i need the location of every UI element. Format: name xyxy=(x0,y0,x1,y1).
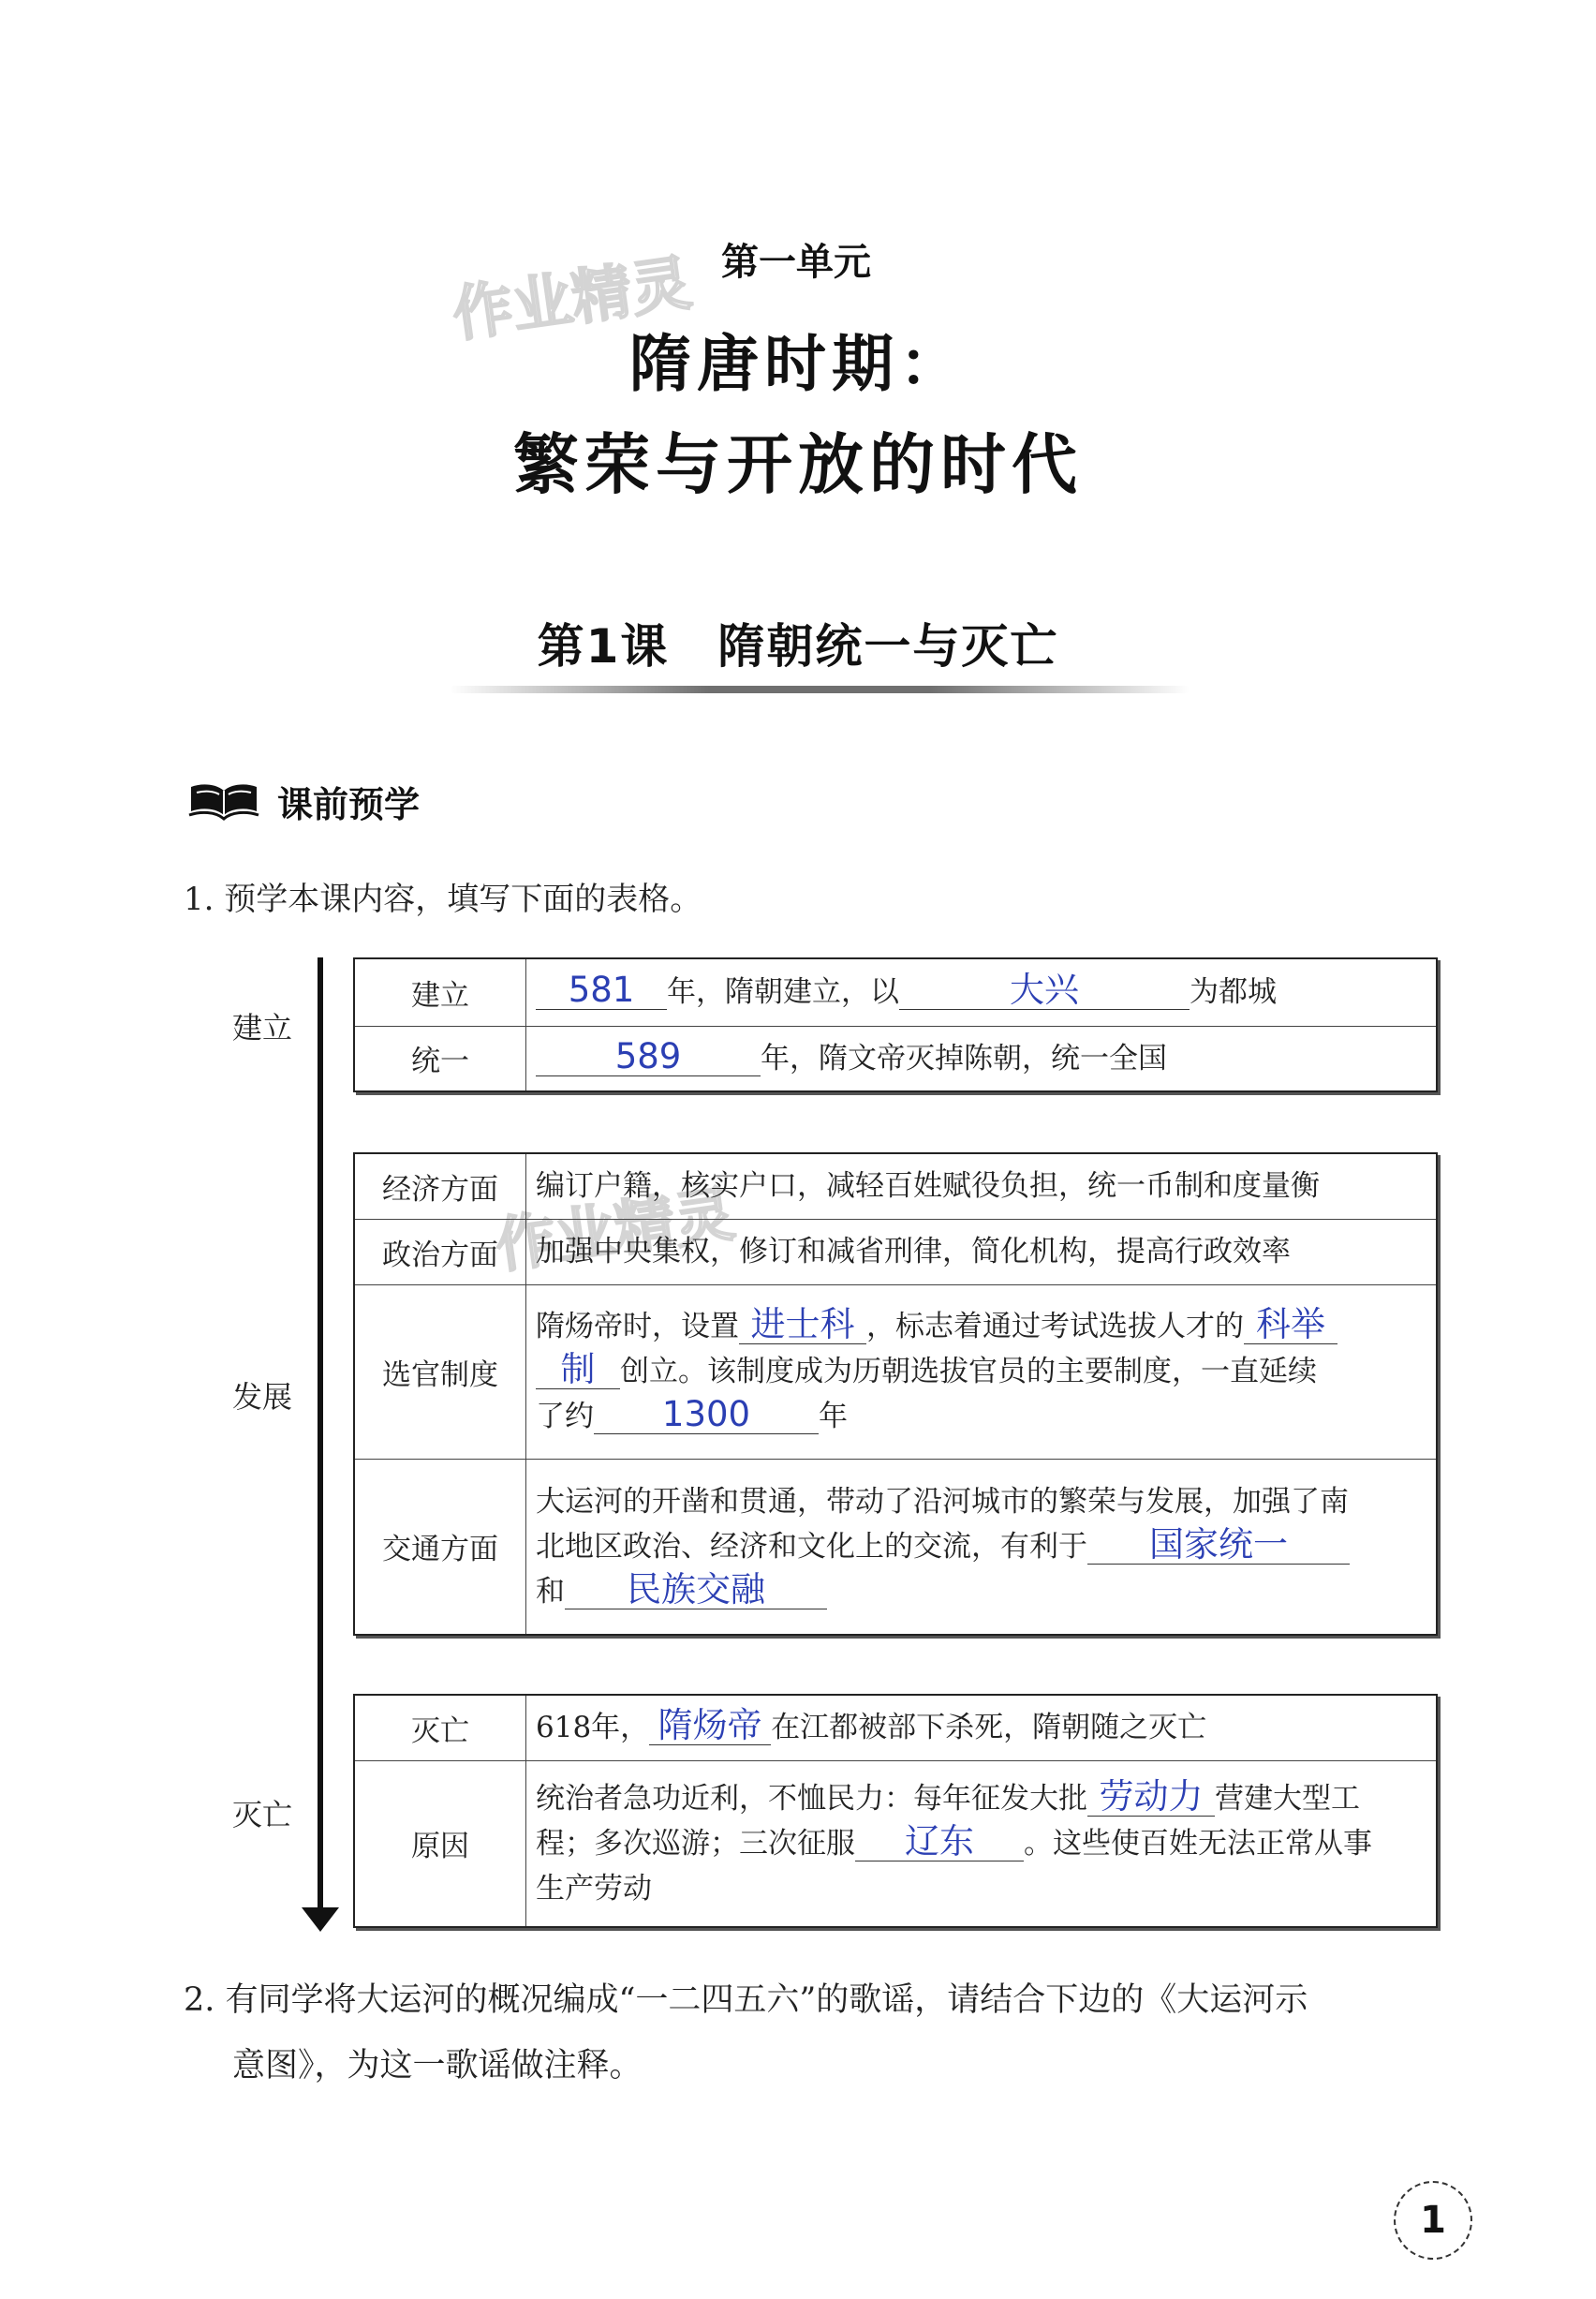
question-2 xyxy=(184,1967,1308,2099)
answer-field[interactable]: 589 xyxy=(536,1038,761,1076)
row-label: 政治方面 xyxy=(354,1219,526,1284)
table-row xyxy=(354,1284,1437,1459)
table-row xyxy=(354,1026,1437,1091)
row-content: 编订户籍，核实户口，减轻百姓赋役负担，统一币制和度量衡 xyxy=(526,1153,1438,1219)
phase-establish: 建立 xyxy=(232,1010,293,1046)
unit-title-line2: 繁荣与开放的时代 xyxy=(513,426,1083,503)
question-2-line2: 意图》，为这一歌谣做注释。 xyxy=(232,2047,643,2084)
fall-table xyxy=(353,1694,1438,1928)
phase-fall: 灭亡 xyxy=(232,1797,293,1832)
static-text: 隋炀帝时，设置 xyxy=(536,1310,739,1343)
static-text: 。这些使百姓无法正常从事 xyxy=(1024,1826,1372,1861)
static-text: 年，隋朝建立，以 xyxy=(667,975,899,1010)
static-text: 生产劳动 xyxy=(536,1871,652,1906)
timeline-line xyxy=(318,957,323,1913)
answer-field[interactable]: 辽东 xyxy=(855,1823,1024,1861)
table-row xyxy=(354,1459,1437,1635)
row-content xyxy=(526,1695,1438,1760)
row-content xyxy=(526,1284,1438,1459)
static-text: 年，隋文帝灭掉陈朝，统一全国 xyxy=(761,1041,1167,1075)
row-label: 统一 xyxy=(354,1026,526,1091)
table-row xyxy=(354,958,1437,1026)
row-label: 灭亡 xyxy=(354,1695,526,1760)
static-text: ，标志着通过考试选拔人才的 xyxy=(866,1310,1244,1343)
answer-field[interactable]: 国家统一 xyxy=(1087,1526,1350,1565)
row-content xyxy=(526,1459,1438,1635)
row-label: 选官制度 xyxy=(354,1284,526,1459)
answer-field[interactable]: 大兴 xyxy=(899,972,1190,1010)
table-row xyxy=(354,1695,1437,1760)
table-row xyxy=(354,1760,1437,1927)
answer-field[interactable]: 劳动力 xyxy=(1087,1778,1215,1817)
answer-field[interactable]: 隋炀帝 xyxy=(649,1707,771,1745)
watermark-top: 作业精灵 xyxy=(448,248,696,351)
static-text: 在江都被部下杀死，隋朝随之灭亡 xyxy=(771,1711,1207,1745)
table-row xyxy=(354,1153,1437,1219)
answer-field[interactable]: 民族交融 xyxy=(565,1571,827,1609)
book-stack-icon xyxy=(187,779,260,824)
static-text: 北地区政治、经济和文化上的交流，有利于 xyxy=(536,1529,1087,1564)
static-text: 和 xyxy=(536,1574,565,1609)
develop-table xyxy=(353,1152,1438,1636)
timeline-arrow-icon xyxy=(302,1907,339,1932)
static-text: 统治者急功近利，不恤民力：每年征发大批 xyxy=(536,1781,1087,1816)
row-content xyxy=(526,1760,1438,1927)
row-label: 原因 xyxy=(354,1760,526,1927)
unit-label: 第一单元 xyxy=(721,241,871,284)
row-label: 建立 xyxy=(354,958,526,1026)
static-text: 为都城 xyxy=(1190,975,1277,1010)
lesson-title: 第1课 隋朝统一与灭亡 xyxy=(537,619,1059,674)
answer-field[interactable]: 科举 xyxy=(1244,1306,1337,1344)
phase-develop: 发展 xyxy=(232,1379,293,1415)
title-divider xyxy=(450,686,1190,693)
watermark-middle: 作业精灵 xyxy=(491,1179,739,1283)
unit-title-line1: 隋唐时期： xyxy=(629,328,967,400)
row-content xyxy=(526,958,1438,1026)
answer-field[interactable]: 1300 xyxy=(594,1396,819,1434)
static-text: 年 xyxy=(819,1400,848,1433)
answer-field[interactable]: 581 xyxy=(536,972,667,1010)
page-number: 1 xyxy=(1394,2181,1472,2260)
static-text: 大运河的开凿和贯通，带动了沿河城市的繁荣与发展，加强了南 xyxy=(536,1484,1349,1519)
section-title: 课前预学 xyxy=(277,784,421,825)
row-content: 加强中央集权，修订和减省刑律，简化机构，提高行政效率 xyxy=(526,1219,1438,1284)
question-1: 1. 预学本课内容，填写下面的表格。 xyxy=(184,881,702,918)
answer-field[interactable]: 制 xyxy=(536,1351,620,1389)
static-text: 程；多次巡游；三次征服 xyxy=(536,1826,855,1861)
row-content xyxy=(526,1026,1438,1091)
static-text: 营建大型工 xyxy=(1215,1781,1360,1816)
question-2-line1: 2. 有同学将大运河的概况编成“一二四五六”的歌谣，请结合下边的《大运河示 xyxy=(184,1981,1308,2019)
establish-table xyxy=(353,957,1438,1092)
row-label: 交通方面 xyxy=(354,1459,526,1635)
static-text: 创立。该制度成为历朝选拔官员的主要制度，一直延续 xyxy=(620,1355,1317,1388)
answer-field[interactable]: 进士科 xyxy=(739,1306,866,1344)
table-row xyxy=(354,1219,1437,1284)
row-label: 经济方面 xyxy=(354,1153,526,1219)
static-text: 618年， xyxy=(536,1711,650,1745)
section-heading xyxy=(187,776,420,827)
static-text: 了约 xyxy=(536,1400,594,1433)
